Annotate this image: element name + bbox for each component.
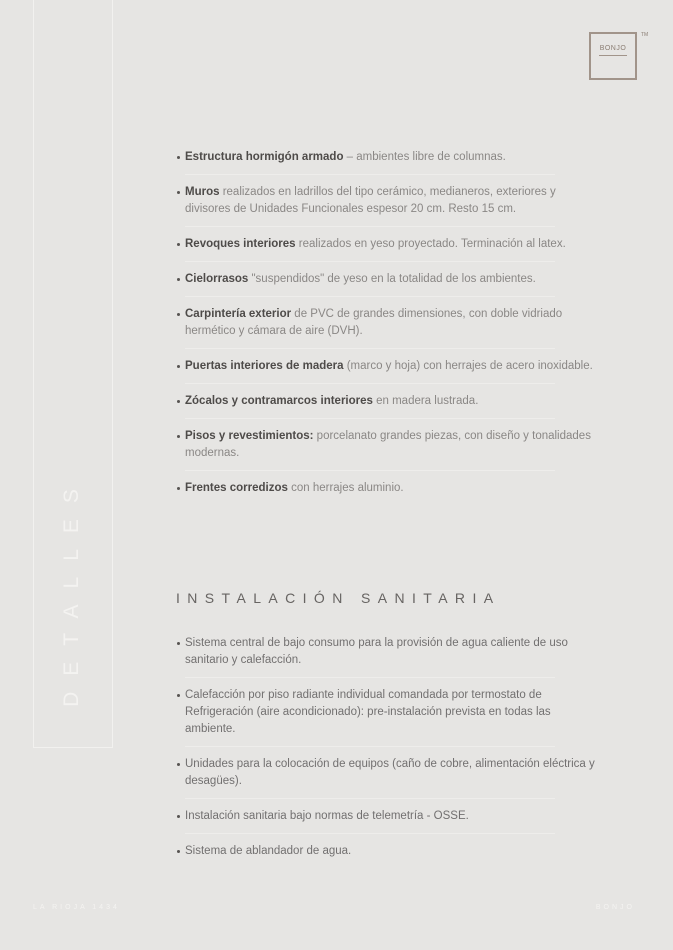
detail-text: en madera lustrada. — [372, 395, 479, 407]
detail-term: Cielorrasos — [185, 273, 249, 285]
detail-item — [176, 306, 596, 340]
section-title: INSTALACIÓN SANITARIA — [176, 590, 501, 606]
detail-text: realizados en ladrillos del tipo cerámico, medianeros, exteriores y divisores de Unidades Funcionales espesor 20 cm. Resto 15 cm. — [185, 186, 556, 215]
footer-address: LA RIOJA 1434 — [33, 904, 120, 911]
sanitary-item: Calefacción por piso radiante individual comandada por termostato de Refrigeración (aire acondicionado): pre-instalación prevista en todas las ambiente. — [176, 687, 596, 738]
detail-term: Revoques interiores — [185, 238, 296, 250]
footer-brand: BONJO — [595, 904, 635, 911]
detail-text: (marco y hoja) con herrajes de acero inoxidable. — [343, 360, 593, 372]
detail-term: Muros — [185, 186, 220, 198]
sanitary-item: Unidades para la colocación de equipos (caño de cobre, alimentación eléctrica y desagües). — [176, 756, 596, 790]
detail-item — [176, 184, 596, 218]
detail-item — [176, 236, 596, 253]
detail-text: realizados en yeso proyectado. Terminación al latex. — [295, 238, 566, 250]
detail-item — [176, 393, 596, 410]
detail-item — [176, 271, 596, 288]
detail-item — [176, 358, 596, 375]
detail-term: Pisos y revestimientos: — [185, 430, 314, 442]
sanitary-item: Sistema de ablandador de agua. — [176, 843, 596, 860]
trademark-mark: TM — [641, 32, 649, 38]
detail-term: Puertas interiores de madera — [185, 360, 344, 372]
detail-term: Carpintería exterior — [185, 308, 292, 320]
detail-item — [176, 149, 596, 166]
detail-text: porcelanato grandes piezas, con diseño y tonalidades modernas. — [185, 430, 591, 459]
brand-logo — [589, 32, 637, 80]
detail-term: Frentes corredizos — [185, 482, 288, 494]
side-label: DETALLES — [60, 473, 83, 707]
details-list — [176, 149, 596, 497]
sanitary-item: Instalación sanitaria bajo normas de telemetría - OSSE. — [176, 808, 596, 825]
detail-item — [176, 480, 596, 497]
logo-rule — [599, 55, 627, 56]
detail-term: Estructura hormigón armado — [185, 151, 344, 163]
sanitary-item: Sistema central de bajo consumo para la provisión de agua caliente de uso sanitario y calefacción. — [176, 635, 596, 669]
detail-text: de PVC de grandes dimensiones, con doble vidriado hermético y cámara de aire (DVH). — [185, 308, 563, 337]
detail-text: con herrajes aluminio. — [287, 482, 404, 494]
sanitary-list — [176, 635, 596, 860]
detail-text: "suspendidos" de yeso en la totalidad de los ambientes. — [248, 273, 536, 285]
detail-term: Zócalos y contramarcos interiores — [185, 395, 373, 407]
logo-text: BONJO — [599, 45, 627, 52]
detail-text: – ambientes libre de columnas. — [343, 151, 506, 163]
detail-item — [176, 428, 596, 462]
